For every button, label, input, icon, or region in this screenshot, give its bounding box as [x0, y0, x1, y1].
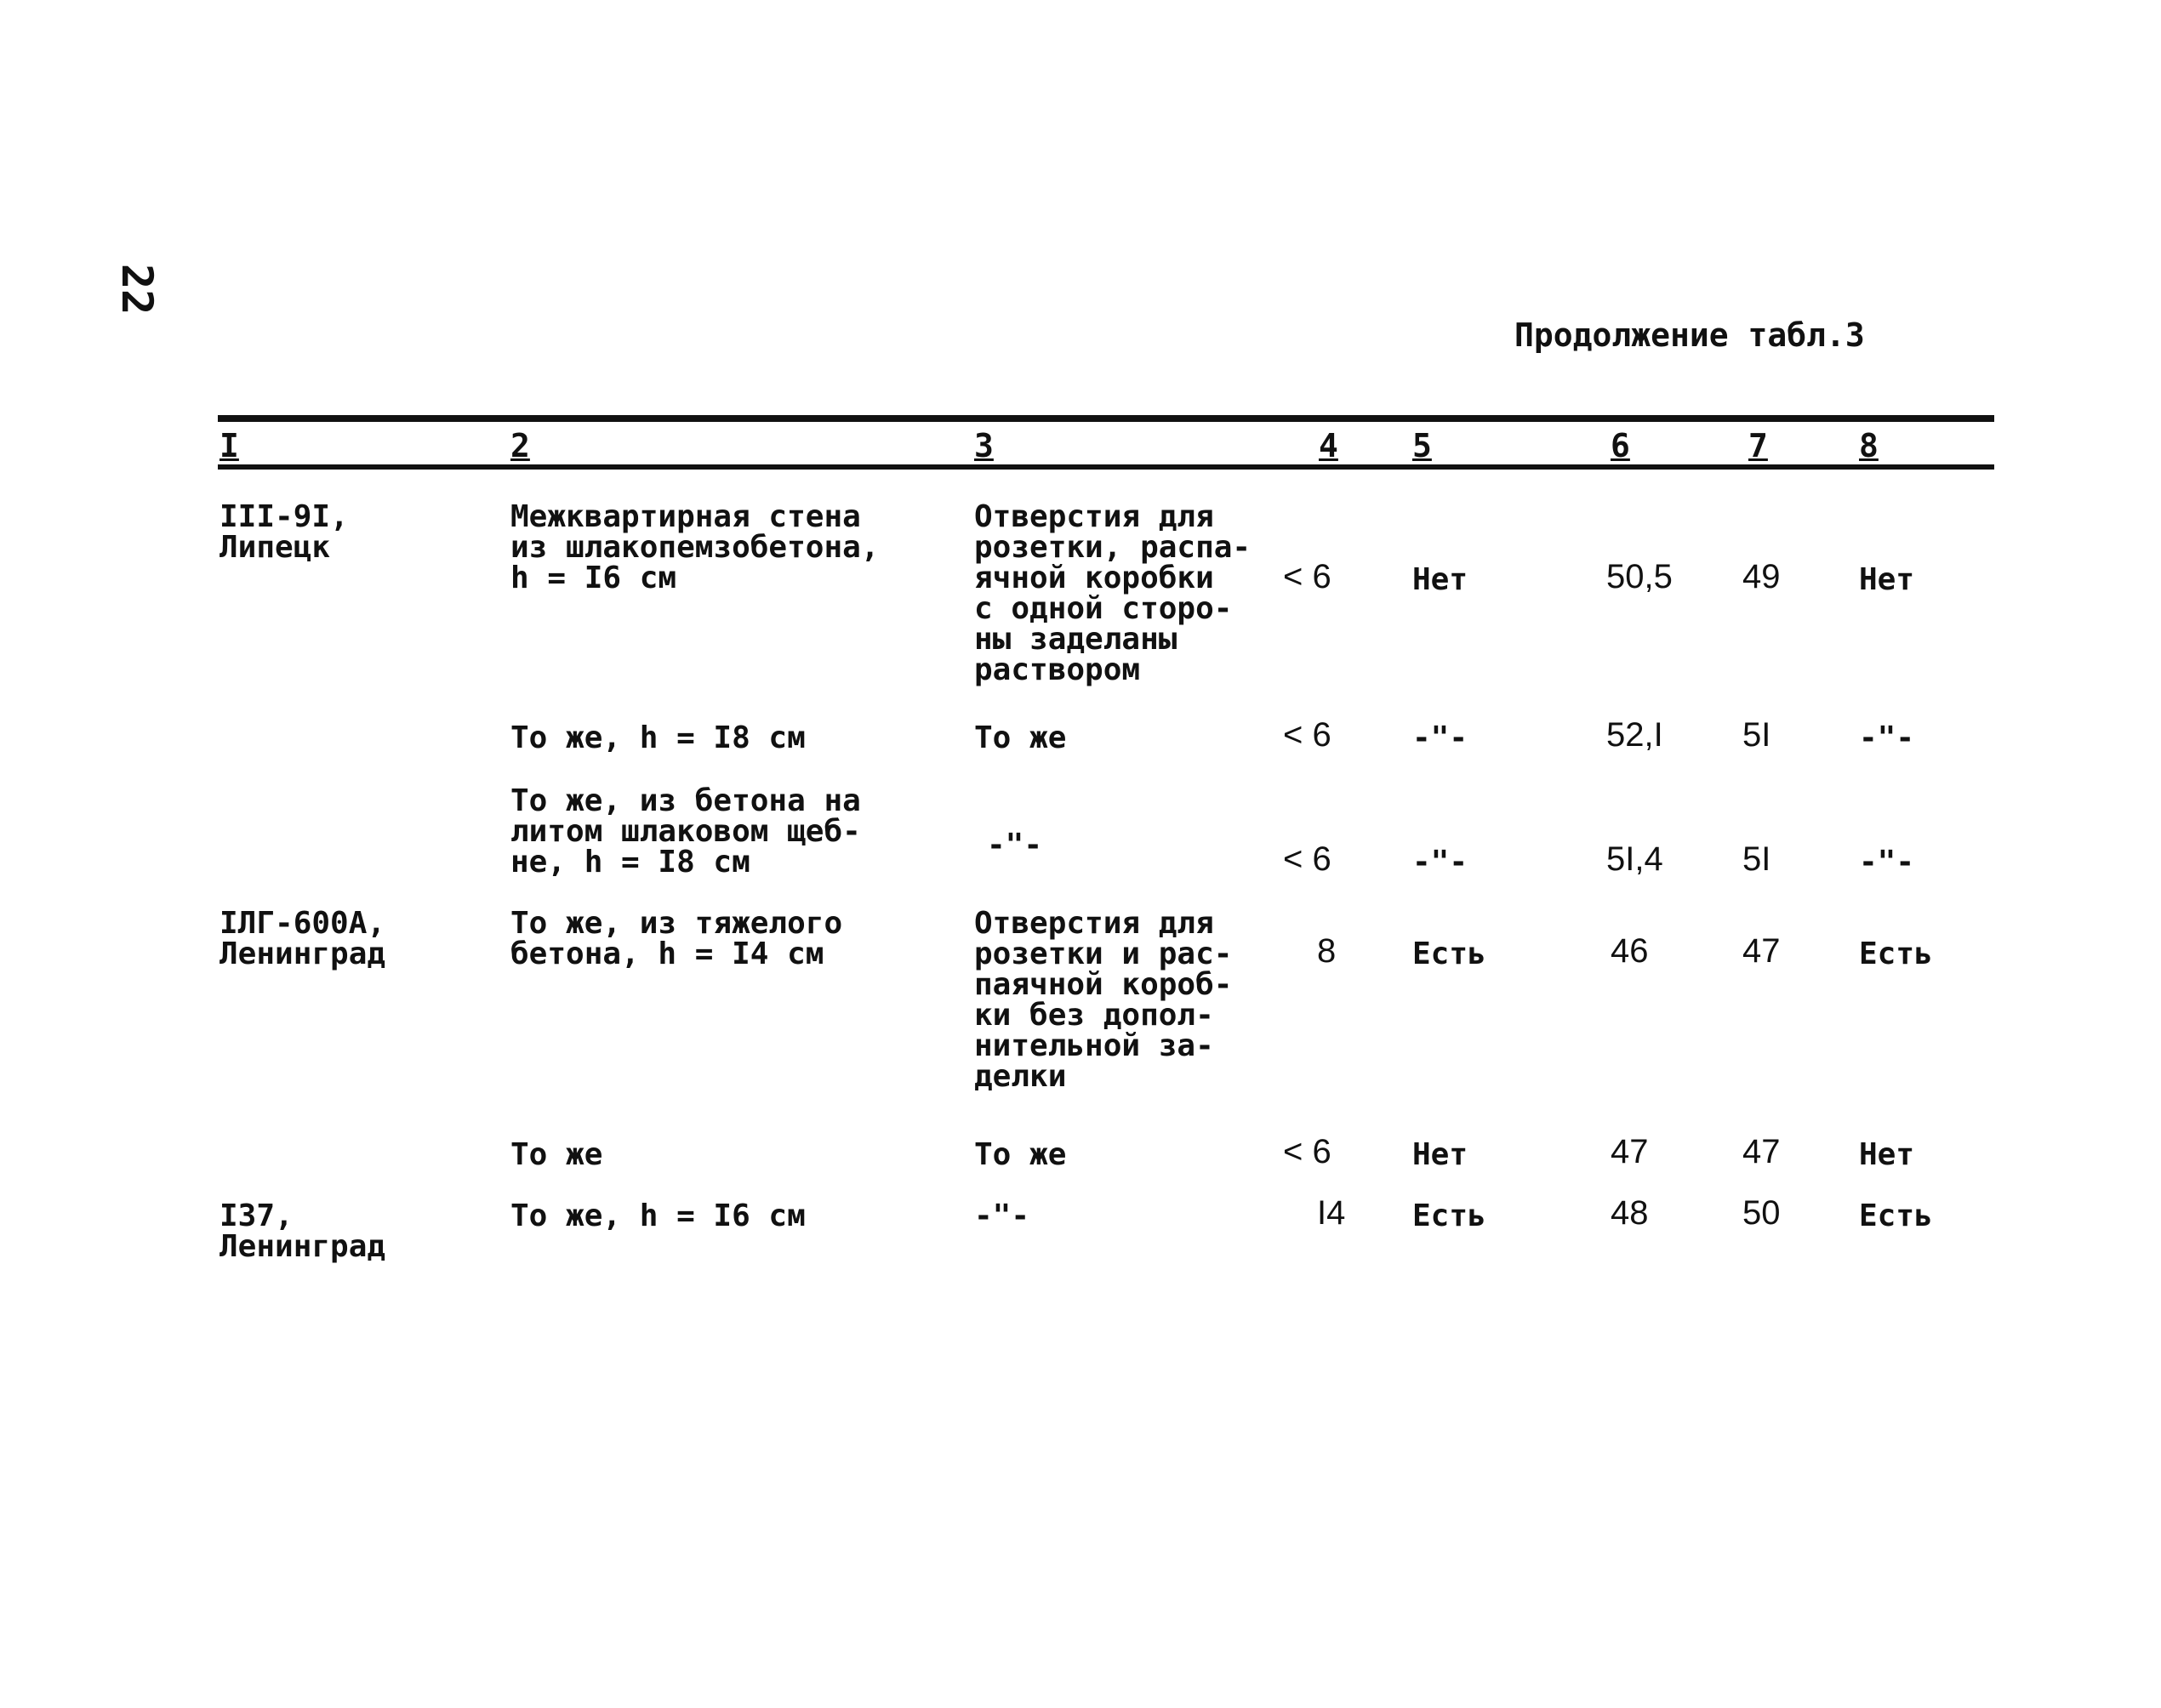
- cell-col7: 5I: [1742, 716, 1771, 754]
- cell-project: III-9I, Липецк: [220, 499, 349, 565]
- cell-col4: 8: [1317, 932, 1337, 970]
- cell-openings: То же: [974, 720, 1067, 755]
- header-col-3: 3: [974, 427, 994, 464]
- cell-col8: -"-: [1859, 720, 1915, 755]
- cell-col8: Есть: [1859, 937, 1933, 971]
- cell-col4: < 6: [1283, 558, 1331, 595]
- cell-openings: -"-: [974, 1198, 1030, 1233]
- cell-col7: 47: [1742, 1133, 1781, 1170]
- header-col-8: 8: [1859, 427, 1879, 464]
- cell-col6: 52,I: [1606, 716, 1663, 754]
- cell-col6: 48: [1611, 1194, 1649, 1232]
- cell-col6: 50,5: [1606, 558, 1673, 595]
- cell-construction: То же, h = I6 см: [510, 1198, 806, 1233]
- header-col-2: 2: [510, 427, 530, 464]
- cell-col4: < 6: [1283, 716, 1331, 754]
- cell-col5: Нет: [1412, 1137, 1468, 1172]
- cell-col7: 5I: [1742, 840, 1771, 878]
- cell-col4: I4: [1317, 1194, 1346, 1232]
- cell-col8: Есть: [1859, 1198, 1933, 1233]
- cell-col6: 46: [1611, 932, 1649, 970]
- cell-construction: Межквартирная стена из шлакопемзобетона, h = I6 см: [510, 499, 880, 595]
- header-col-4: 4: [1319, 427, 1338, 464]
- cell-col5: -"-: [1412, 720, 1468, 755]
- cell-col8: Нет: [1859, 562, 1915, 597]
- cell-col5: Есть: [1412, 937, 1486, 971]
- cell-col5: Есть: [1412, 1198, 1486, 1233]
- cell-col7: 47: [1742, 932, 1781, 970]
- table-continuation-title: Продолжение табл.3: [1514, 316, 1865, 354]
- cell-openings: То же: [974, 1137, 1067, 1172]
- cell-openings: Отверстия для розетки, распа- ячной коробки с одной сторо- ны заделаны раствором: [974, 499, 1252, 687]
- cell-col4: < 6: [1283, 1133, 1331, 1170]
- header-col-1: I: [220, 427, 239, 464]
- cell-col7: 50: [1742, 1194, 1781, 1232]
- cell-construction: То же: [510, 1137, 603, 1172]
- cell-col4: < 6: [1283, 840, 1331, 878]
- table-header-rule: [218, 464, 1994, 470]
- cell-col6: 5I,4: [1606, 840, 1663, 878]
- header-col-6: 6: [1611, 427, 1630, 464]
- cell-construction: То же, из бетона на литом шлаковом щеб- не, h = I8 см: [510, 783, 861, 880]
- table-top-rule: [218, 415, 1994, 422]
- cell-col7: 49: [1742, 558, 1781, 595]
- cell-openings: Отверстия для розетки и рас- паячной короб- ки без допол- нительной за- делки: [974, 906, 1233, 1094]
- cell-col5: -"-: [1412, 845, 1468, 880]
- cell-openings: -"-: [987, 828, 1043, 863]
- cell-project: I37, Ленинград: [220, 1198, 386, 1264]
- cell-construction: То же, h = I8 см: [510, 720, 806, 755]
- cell-col5: Нет: [1412, 562, 1468, 597]
- cell-project: IЛГ-600А, Ленинград: [220, 906, 386, 971]
- header-col-5: 5: [1412, 427, 1432, 464]
- cell-col8: -"-: [1859, 845, 1915, 880]
- cell-col8: Нет: [1859, 1137, 1915, 1172]
- cell-col6: 47: [1611, 1133, 1649, 1170]
- cell-construction: То же, из тяжелого бетона, h = I4 см: [510, 906, 843, 971]
- header-col-7: 7: [1748, 427, 1768, 464]
- page-number: 22: [112, 264, 162, 316]
